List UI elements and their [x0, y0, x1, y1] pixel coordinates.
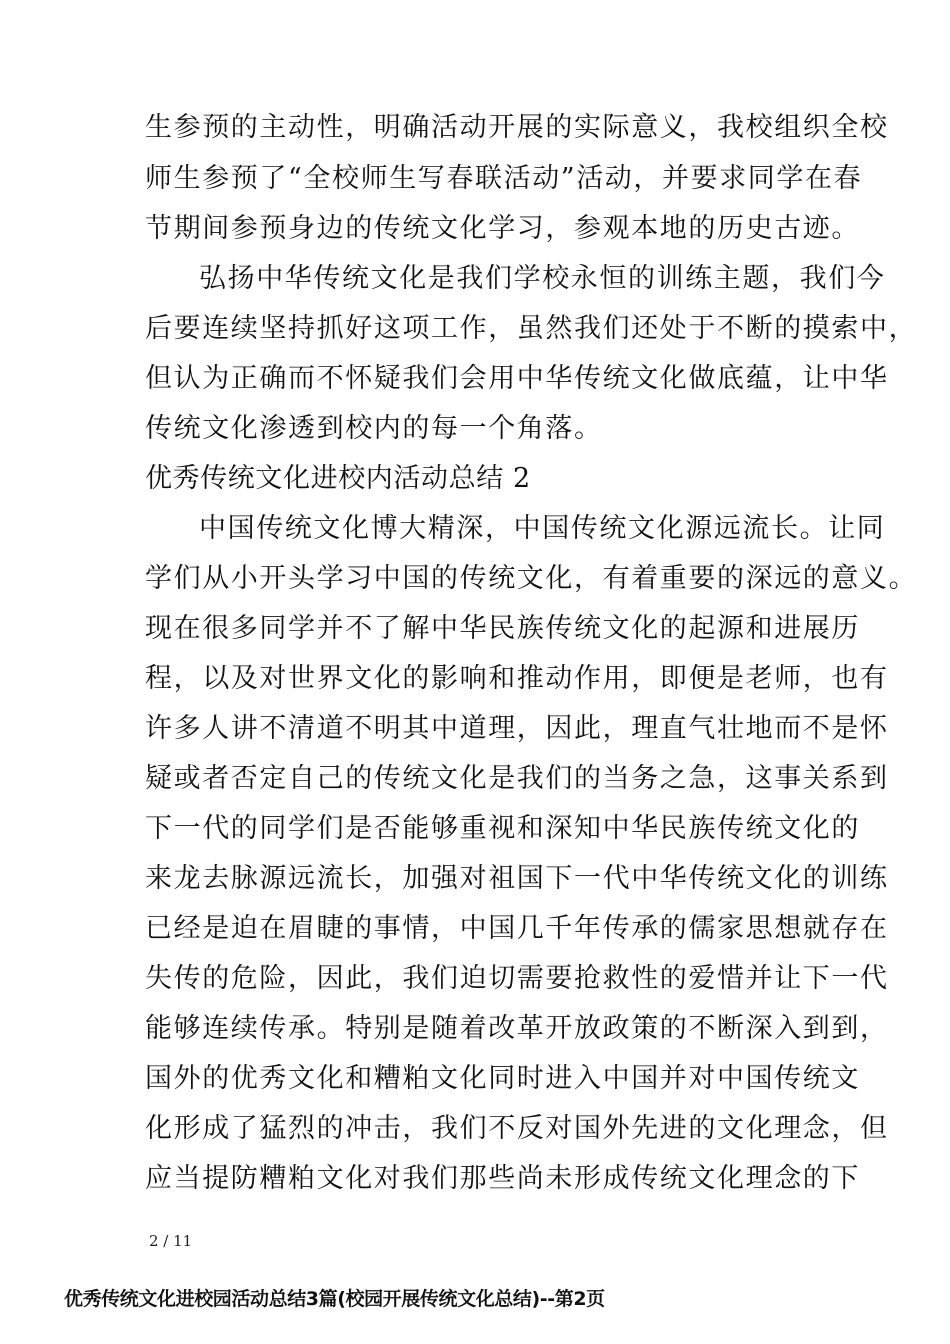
footer-caption: 优秀传统文化进校园活动总结3篇(校园开展传统文化总结)--第2页	[64, 1288, 605, 1310]
body-line: 下一代的同学们是否能够重视和深知中华民族传统文化的	[145, 813, 860, 844]
body-line: 许多人讲不清道不明其中道理，因此，理直气壮地而不是怀	[145, 713, 889, 744]
body-line: 化形成了猛烈的冲击，我们不反对国外先进的文化理念，但	[145, 1113, 889, 1144]
body-line: 应当提防糟粕文化对我们那些尚未形成传统文化理念的下	[145, 1163, 860, 1194]
body-line: 国外的优秀文化和糟粕文化同时进入中国并对中国传统文	[145, 1063, 860, 1094]
body-line: 程，以及对世界文化的影响和推动作用，即便是老师，也有	[145, 663, 889, 694]
body-line: 能够连续传承。特别是随着改革开放政策的不断深入到到，	[145, 1013, 889, 1044]
body-line: 学们从小开头学习中国的传统文化，有着重要的深远的意义。	[145, 563, 918, 594]
body-line: 师生参预了“全校师生写春联活动”活动，并要求同学在春	[145, 163, 863, 194]
section-heading: 优秀传统文化进校内活动总结 2	[145, 463, 531, 494]
body-line: 节期间参预身边的传统文化学习，参观本地的历史古迹。	[145, 213, 860, 244]
body-line: 来龙去脉源远流长，加强对祖国下一代中华传统文化的训练	[145, 863, 889, 894]
page-number: 2 / 11	[149, 1232, 193, 1250]
body-line: 后要连续坚持抓好这项工作，虽然我们还处于不断的摸索中，	[145, 313, 918, 344]
body-line: 但认为正确而不怀疑我们会用中华传统文化做底蕴，让中华	[145, 363, 889, 394]
body-line: 失传的危险，因此，我们迫切需要抢救性的爱惜并让下一代	[145, 963, 889, 994]
paragraph-first-line: 中国传统文化博大精深，中国传统文化源远流长。让同	[199, 513, 886, 544]
body-line: 传统文化渗透到校内的每一个角落。	[145, 413, 603, 444]
body-line: 已经是迫在眉睫的事情，中国几千年传承的儒家思想就存在	[145, 913, 889, 944]
body-line: 现在很多同学并不了解中华民族传统文化的起源和进展历	[145, 613, 860, 644]
body-line: 疑或者否定自己的传统文化是我们的当务之急，这事关系到	[145, 763, 889, 794]
paragraph-first-line: 弘扬中华传统文化是我们学校永恒的训练主题，我们今	[199, 263, 886, 294]
body-line: 生参预的主动性，明确活动开展的实际意义，我校组织全校	[145, 112, 889, 143]
